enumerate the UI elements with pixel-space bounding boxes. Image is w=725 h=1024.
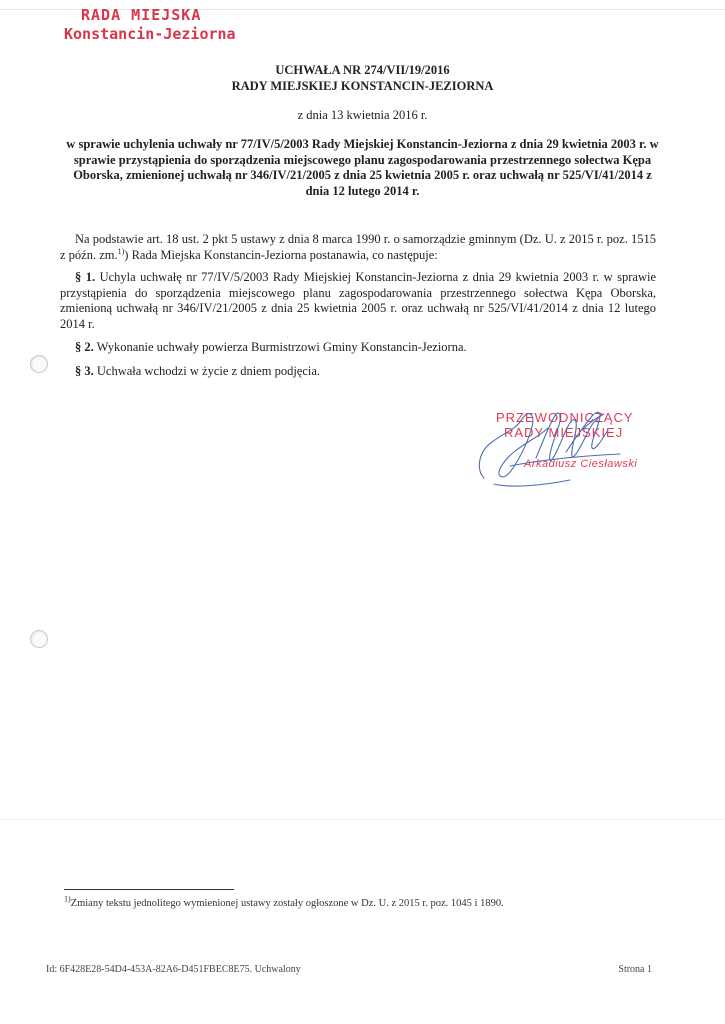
chairman-name: Arkadiusz Ciesławski (524, 458, 638, 470)
resolution-date: z dnia 13 kwietnia 2016 r. (297, 108, 428, 122)
paragraph-text: Uchyla uchwałę nr 77/IV/5/2003 Rady Miejskiej Konstancin-Jeziorna z dnia 29 kwietnia 2003 r. w sprawie przystąpienia do sporządzenia miejscowego planu zagospodarowania przestrzennego sołectwa Kępa Oborska, zmienioną uchwałą nr 346/IV/21/2005 z dnia 25 kwietnia 2005 r. oraz uchwałą nr 525/VI/41/2014 z dnia 12 lutego 2014 r. (60, 270, 657, 331)
footnote-text: Zmiany tekstu jednolitego wymienionej ustawy zostały ogłoszone w Dz. U. z 2015 r. poz. 1045 i 1890. (70, 898, 504, 909)
paragraph-number: § 3. (75, 363, 94, 378)
punch-hole (30, 630, 48, 648)
footnote-ref: 1) (117, 246, 125, 256)
legal-basis-text: Na podstawie art. 18 ust. 2 pkt 5 ustawy z dnia 8 marca 1990 r. o samorządzie gminnym (Dz. U. z 2015 r. poz. 1515 z późn. zm. (60, 232, 656, 262)
document-id: Id: 6F428E28-54D4-453A-82A6-D451FBEC8E75. Uchwalony (46, 964, 301, 975)
footnote-marker: 1) (64, 894, 71, 904)
legal-basis-text-end: ) Rada Miejska Konstancin-Jeziorna postanawia, co następuje: (124, 247, 438, 262)
chairman-stamp-line-2: RADY MIEJSKIEJ (504, 425, 624, 440)
chairman-stamp-line-1: PRZEWODNICZĄCY (496, 410, 634, 425)
council-header-stamp (64, 6, 236, 44)
resolution-subject: w sprawie uchylenia uchwały nr 77/IV/5/2003 Rady Miejskiej Konstancin-Jeziorna z dnia 29 kwietnia 2003 r. w sprawie przystąpienia do sporządzenia miejscowego planu zagospodarowania przestrzennego sołectwa Kępa Oborska, zmienionej uchwałą nr 346/IV/21/2005 z dnia 25 kwietnia 2005 r. oraz uchwałą nr 525/VI/41/2014 z dnia 12 lutego 2014 r. (66, 137, 659, 198)
paragraph-text: Uchwała wchodzi w życie z dniem podjęcia. (96, 363, 321, 378)
punch-hole (30, 355, 48, 373)
resolution-body (60, 232, 656, 379)
footnote (64, 894, 504, 909)
paragraph-3 (60, 364, 656, 380)
paragraph-number: § 2. (75, 340, 94, 354)
title-line-2: RADY MIEJSKIEJ KONSTANCIN-JEZIORNA (231, 79, 494, 93)
resolution-title (0, 62, 725, 94)
scan-edge-line (0, 819, 725, 820)
stamp-line-2: Konstancin-Jeziorna (64, 25, 236, 43)
handwritten-signature (470, 400, 640, 490)
title-line-1: UCHWAŁA NR 274/VII/19/2016 (275, 63, 450, 77)
stamp-line-1: RADA MIEJSKA (81, 6, 202, 24)
paragraph-2 (60, 340, 656, 356)
page-number: Strona 1 (618, 964, 652, 975)
footnote-separator (64, 889, 234, 890)
paragraph-1 (60, 270, 656, 332)
paragraph-text: Wykonanie uchwały powierza Burmistrzowi Gminy Konstancin-Jeziorna. (96, 340, 467, 354)
legal-basis-paragraph (60, 232, 656, 263)
paragraph-number: § 1. (75, 270, 96, 284)
